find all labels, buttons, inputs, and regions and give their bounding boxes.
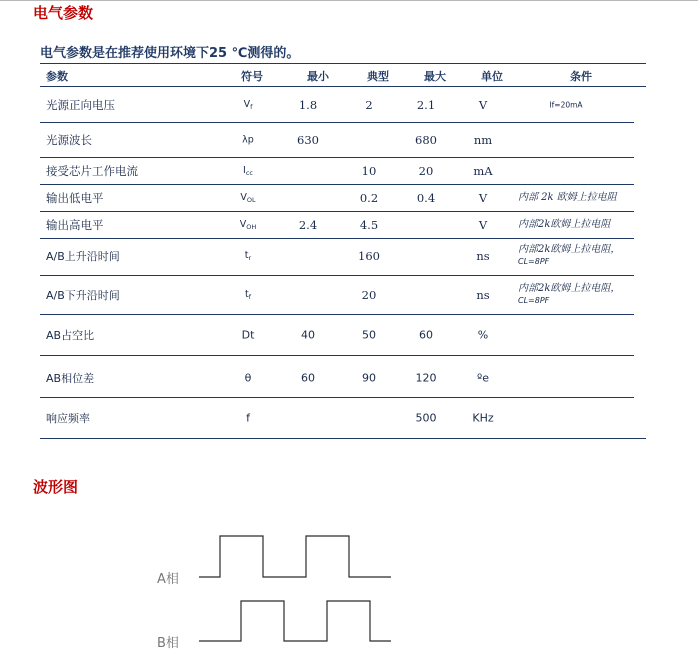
condition-text: 内部 2k 欧姆上拉电阻 xyxy=(518,192,617,203)
param-cell: 输出高电平 xyxy=(46,218,104,232)
min-cell: 2.4 xyxy=(298,218,318,232)
symbol-subscript: f xyxy=(248,293,252,301)
phase-b-label: B相 xyxy=(157,636,179,651)
min-cell: 40 xyxy=(301,328,315,342)
condition-text-line2: CL=8PF xyxy=(518,296,550,305)
table-subtitle: 电气参数是在推荐使用环境下25 ℃测得的。 xyxy=(40,46,300,61)
column-header: 符号 xyxy=(241,70,263,83)
symbol-text: V xyxy=(240,192,247,203)
condition-text: 内部2k欧姆上拉电阻， xyxy=(518,244,621,255)
symbol-subscript: cc xyxy=(245,169,253,177)
typ-cell: 50 xyxy=(362,328,376,342)
unit-cell: V xyxy=(478,218,488,232)
param-cell: 接受芯片工作电流 xyxy=(46,164,138,178)
unit-cell: V xyxy=(478,98,488,112)
section-title: 电气参数 xyxy=(33,4,94,22)
typ-cell: 10 xyxy=(361,164,377,178)
max-cell: 20 xyxy=(418,164,434,178)
param-cell: 输出低电平 xyxy=(46,191,104,205)
unit-cell: ºe xyxy=(477,371,489,385)
param-cell: 光源正向电压 xyxy=(46,98,115,112)
max-cell: 680 xyxy=(415,133,437,147)
symbol-text: λp xyxy=(242,134,254,146)
symbol-text: t xyxy=(244,250,249,261)
param-cell: AB占空比 xyxy=(46,329,95,342)
max-cell: 0.4 xyxy=(416,191,436,205)
param-cell: 响应频率 xyxy=(46,412,90,425)
symbol-text: t xyxy=(244,289,249,300)
max-cell: 2.1 xyxy=(416,98,436,112)
column-header: 最小 xyxy=(307,70,329,83)
unit-cell: KHz xyxy=(472,411,494,425)
condition-text-line2: CL=8PF xyxy=(518,257,550,266)
symbol-text: θ xyxy=(244,371,252,385)
waveform-title: 波形图 xyxy=(33,478,79,496)
phase-a-label: A相 xyxy=(157,572,179,587)
max-cell: 120 xyxy=(415,371,437,385)
typ-cell: 2 xyxy=(365,98,373,112)
column-header: 典型 xyxy=(367,70,389,83)
unit-cell: ns xyxy=(476,249,490,263)
condition-text: If=20mA xyxy=(549,100,583,110)
symbol-text: V xyxy=(243,99,251,110)
typ-cell: 20 xyxy=(361,288,377,302)
symbol-subscript: r xyxy=(248,254,252,262)
symbol-subscript: f xyxy=(250,103,253,111)
typ-cell: 90 xyxy=(362,371,376,385)
symbol-subscript: OH xyxy=(246,223,257,231)
condition-text: 内部2k欧姆上拉电阻 xyxy=(518,219,611,230)
param-cell: AB相位差 xyxy=(46,372,95,385)
param-cell: 光源波长 xyxy=(46,133,92,147)
unit-cell: mA xyxy=(473,164,493,178)
param-cell: A/B上升沿时间 xyxy=(46,250,120,263)
unit-cell: % xyxy=(477,328,489,342)
max-cell: 500 xyxy=(415,411,437,425)
min-cell: 1.8 xyxy=(298,98,318,112)
min-cell: 630 xyxy=(297,133,319,147)
condition-text: 内部2k欧姆上拉电阻， xyxy=(518,283,621,294)
symbol-text: f xyxy=(246,411,250,425)
param-cell: A/B下升沿时间 xyxy=(46,289,120,302)
symbol-text: I xyxy=(243,165,246,176)
symbol-text: Dt xyxy=(241,328,255,342)
symbol-text: V xyxy=(239,219,247,230)
symbol-subscript: OL xyxy=(246,196,256,204)
column-header: 单位 xyxy=(481,70,503,83)
phase-a-waveform xyxy=(199,536,391,577)
column-header: 参数 xyxy=(46,70,68,83)
phase-b-waveform xyxy=(199,601,391,641)
column-header: 条件 xyxy=(570,70,592,83)
unit-cell: V xyxy=(478,191,488,205)
min-cell: 60 xyxy=(301,371,315,385)
typ-cell: 0.2 xyxy=(359,191,379,205)
column-header: 最大 xyxy=(424,70,446,83)
typ-cell: 160 xyxy=(358,249,380,263)
unit-cell: ns xyxy=(476,288,490,302)
max-cell: 60 xyxy=(419,328,433,342)
unit-cell: nm xyxy=(473,133,493,147)
typ-cell: 4.5 xyxy=(359,218,379,232)
